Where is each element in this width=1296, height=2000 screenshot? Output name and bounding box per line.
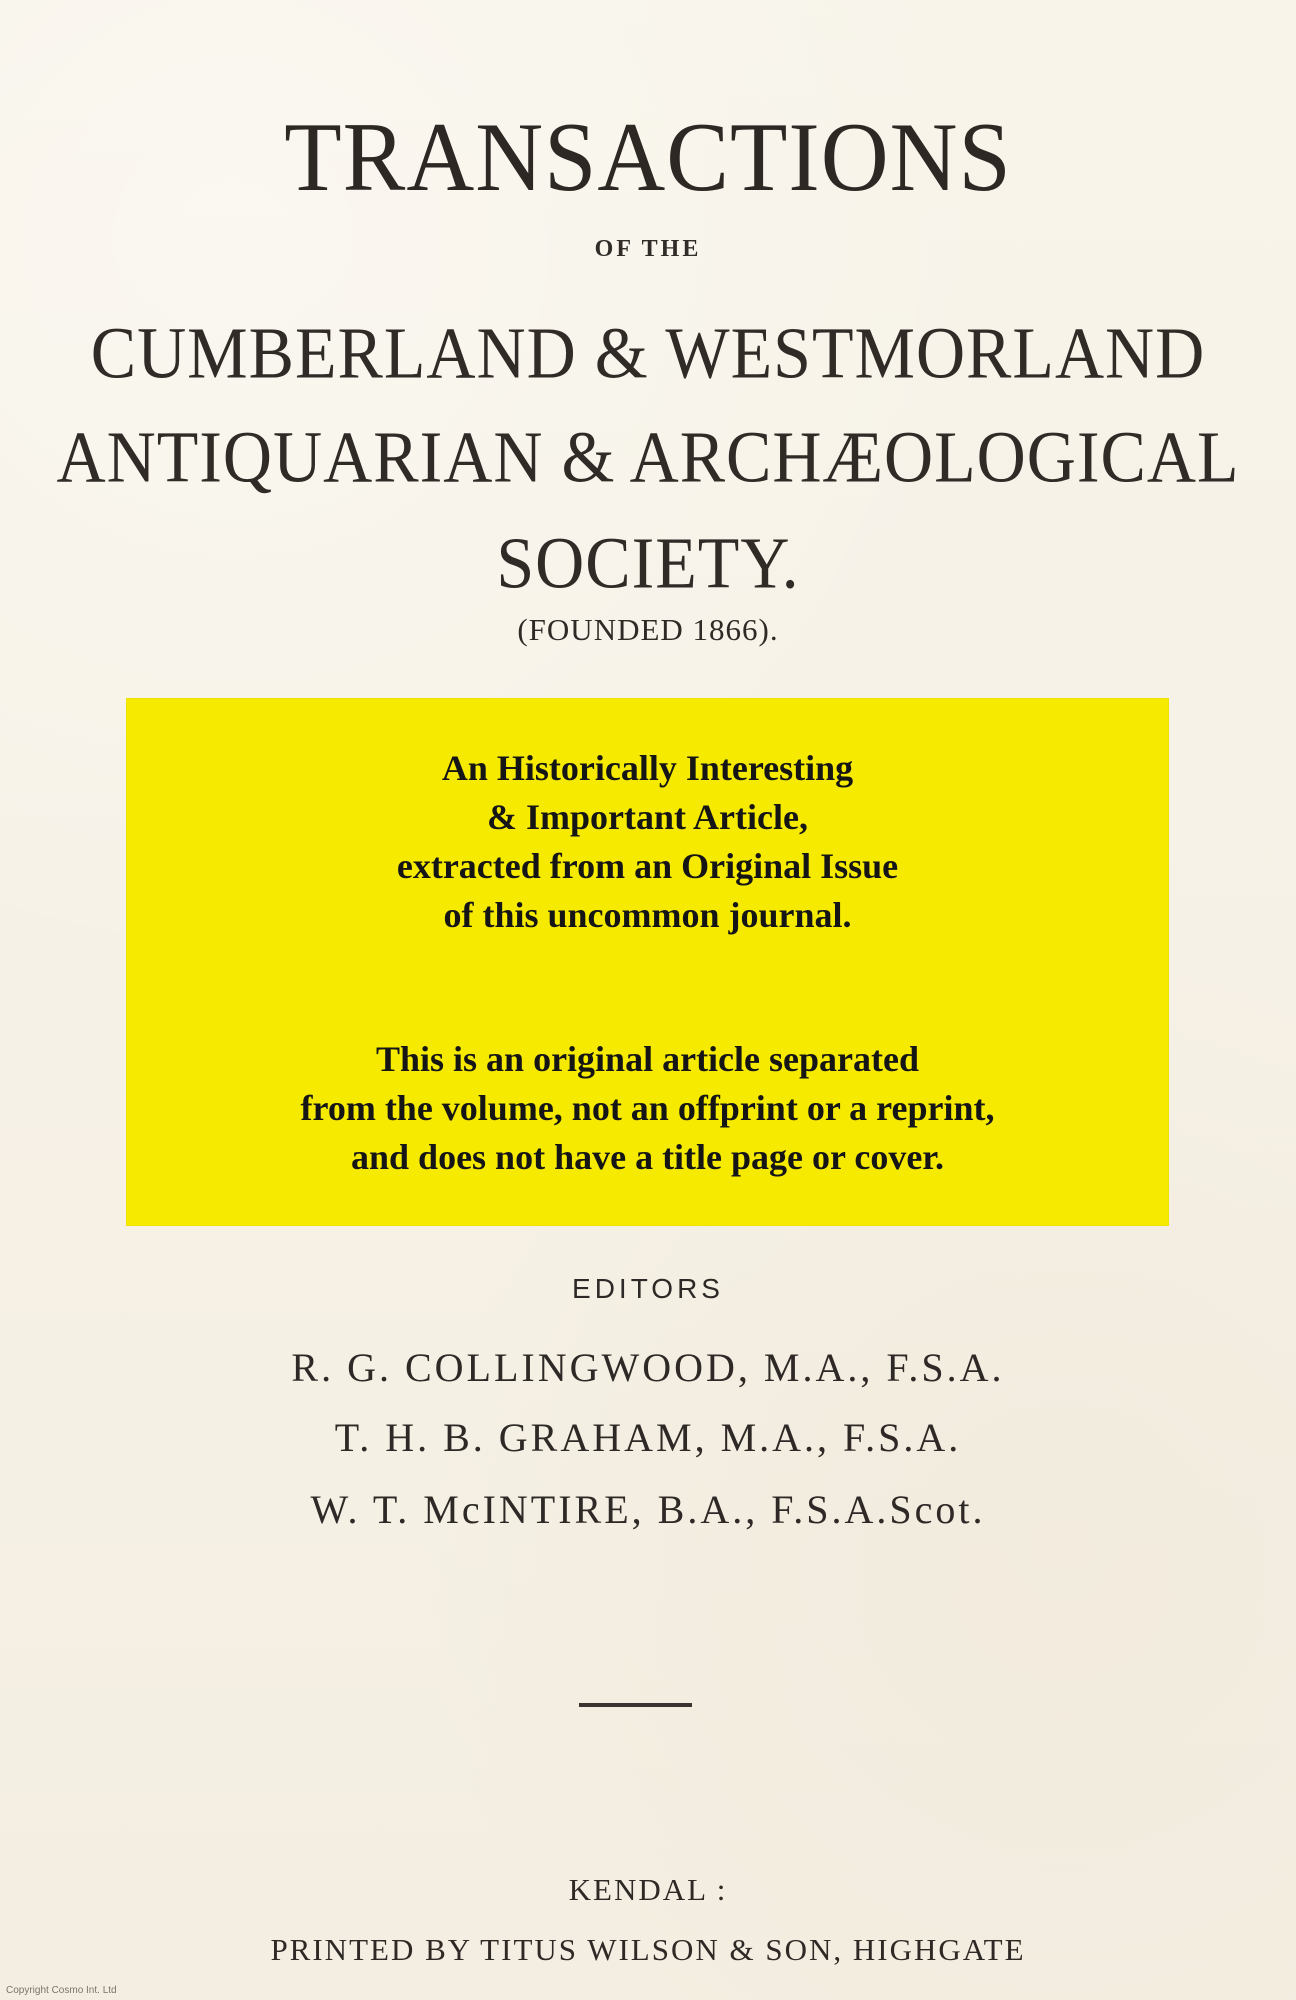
notice-line: and does not have a title page or cover. (351, 1137, 944, 1177)
society-name-line-1: CUMBERLAND & WESTMORLAND (90, 311, 1206, 394)
notice-line: extracted from an Original Issue (396, 846, 899, 886)
printer-imprint: PRINTED BY TITUS WILSON & SON, HIGHGATE (270, 1932, 1026, 1967)
society-name-line-3: SOCIETY. (496, 521, 800, 604)
society-name-line-2: ANTIQUARIAN & ARCHÆOLOGICAL (56, 415, 1240, 498)
notice-line: from the volume, not an offprint or a reprint, (300, 1088, 995, 1128)
editors-heading: EDITORS (572, 1273, 724, 1304)
publication-place: KENDAL : (568, 1872, 728, 1907)
notice-line: This is an original article separated (376, 1039, 919, 1079)
founded-year: (FOUNDED 1866). (517, 612, 779, 647)
copyright-watermark: Copyright Cosmo Int. Ltd (6, 1985, 117, 1996)
editor-name: R. G. COLLINGWOOD, M.A., F.S.A. (291, 1345, 1005, 1390)
article-separation-note (126, 1035, 1169, 1182)
editor-name: W. T. McINTIRE, B.A., F.S.A.Scot. (310, 1487, 986, 1532)
notice-line: An Historically Interesting (441, 748, 854, 788)
notice-line: of this uncommon journal. (443, 895, 852, 935)
article-description (126, 744, 1169, 940)
publication-title: TRANSACTIONS (284, 102, 1012, 212)
notice-line: & Important Article, (487, 797, 808, 837)
divider-rule (579, 1703, 692, 1707)
article-notice-box (126, 698, 1169, 1226)
title-connector: OF THE (594, 236, 702, 262)
editor-name: T. H. B. GRAHAM, M.A., F.S.A. (334, 1415, 962, 1460)
